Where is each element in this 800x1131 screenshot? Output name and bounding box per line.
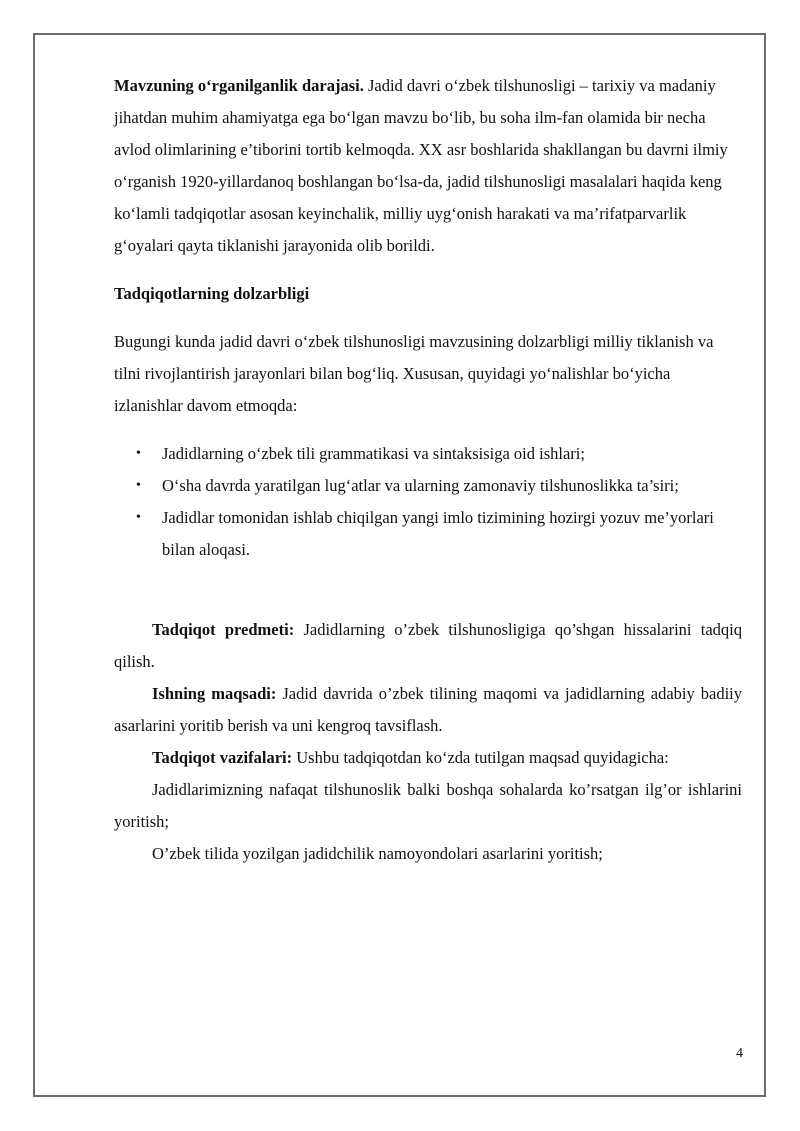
work-goal-label: Ishning maqsadi: xyxy=(152,684,277,703)
task-item-1: Jadidlarimizning nafaqat tilshunoslik balki boshqa sohalarda ko’rsatgan ilg’or ishlarini yoritish; xyxy=(114,780,742,831)
relevance-intro: Bugungi kunda jadid davri o‘zbek tilshunosligi mavzusining dolzarbligi milliy tiklanish va tilni rivojlantirish jarayonlari bilan bog‘liq. Xususan, quyidagi yo‘nalishlar bo‘yicha izlanishlar davom etmoqda: xyxy=(114,332,714,415)
study-level-title: Mavzuning o‘rganilganlik darajasi. xyxy=(114,76,364,95)
section-spacer xyxy=(114,566,742,614)
research-tasks-paragraph xyxy=(114,742,742,774)
document-body xyxy=(114,70,742,870)
bullet-icon: • xyxy=(136,478,141,493)
bullet-icon: • xyxy=(136,510,141,525)
list-item xyxy=(114,502,742,566)
research-subject-text: Jadidlarning o’zbek tilshunosligiga qo’shgan hissalarini tadqiq qilish. xyxy=(114,620,742,671)
relevance-heading: Tadqiqotlarning dolzarbligi xyxy=(114,284,310,303)
research-tasks-text: Ushbu tadqiqotdan ko‘zda tutilgan maqsad quyidagicha: xyxy=(292,748,669,767)
task-item-2: O’zbek tilida yozilgan jadidchilik namoyondolari asarlarini yoritish; xyxy=(152,844,603,863)
list-item-text: Jadidlar tomonidan ishlab chiqilgan yangi imlo tizimining hozirgi yozuv me’yorlari bilan aloqasi. xyxy=(162,508,714,559)
relevance-list xyxy=(114,438,742,566)
paragraph-study-level xyxy=(114,70,742,262)
research-subject-paragraph xyxy=(114,614,742,678)
research-subject-label: Tadqiqot predmeti: xyxy=(152,620,295,639)
work-goal-paragraph xyxy=(114,678,742,742)
research-tasks-label: Tadqiqot vazifalari: xyxy=(152,748,293,767)
study-level-text: Jadid davri o‘zbek tilshunosligi – tarixiy va madaniy jihatdan muhim ahamiyatga ega bo‘lgan mavzu bo‘lib, bu soha ilm-fan olamida bir necha avlod olimlarining e’tiborini tortib kelmoqda. XX asr boshlarida shakllangan bu davrni ilmiy o‘rganish 1920-yillardanoq boshlangan bo‘lsa-da, jadid tilshunosligi masalalari haqida keng ko‘lamli tadqiqotlar asosan keyinchalik, milliy uyg‘onish harakati va ma’rifatparvarlik g‘oyalari qayta tiklanishi jarayonida olib borildi. xyxy=(114,76,728,255)
list-item-text: O‘sha davrda yaratilgan lug‘atlar va ularning zamonaviy tilshunoslikka ta’siri; xyxy=(162,476,679,495)
list-item xyxy=(114,470,742,502)
list-item-text: Jadidlarning o‘zbek tili grammatikasi va sintaksisiga oid ishlari; xyxy=(162,444,585,463)
list-item xyxy=(114,438,742,470)
bullet-icon: • xyxy=(136,446,141,461)
page-number: 4 xyxy=(736,1046,743,1061)
work-goal-text: Jadid davrida o’zbek tilining maqomi va jadidlarning adabiy badiiy asarlarini yoritib berish va uni kengroq tavsiflash. xyxy=(114,684,742,735)
